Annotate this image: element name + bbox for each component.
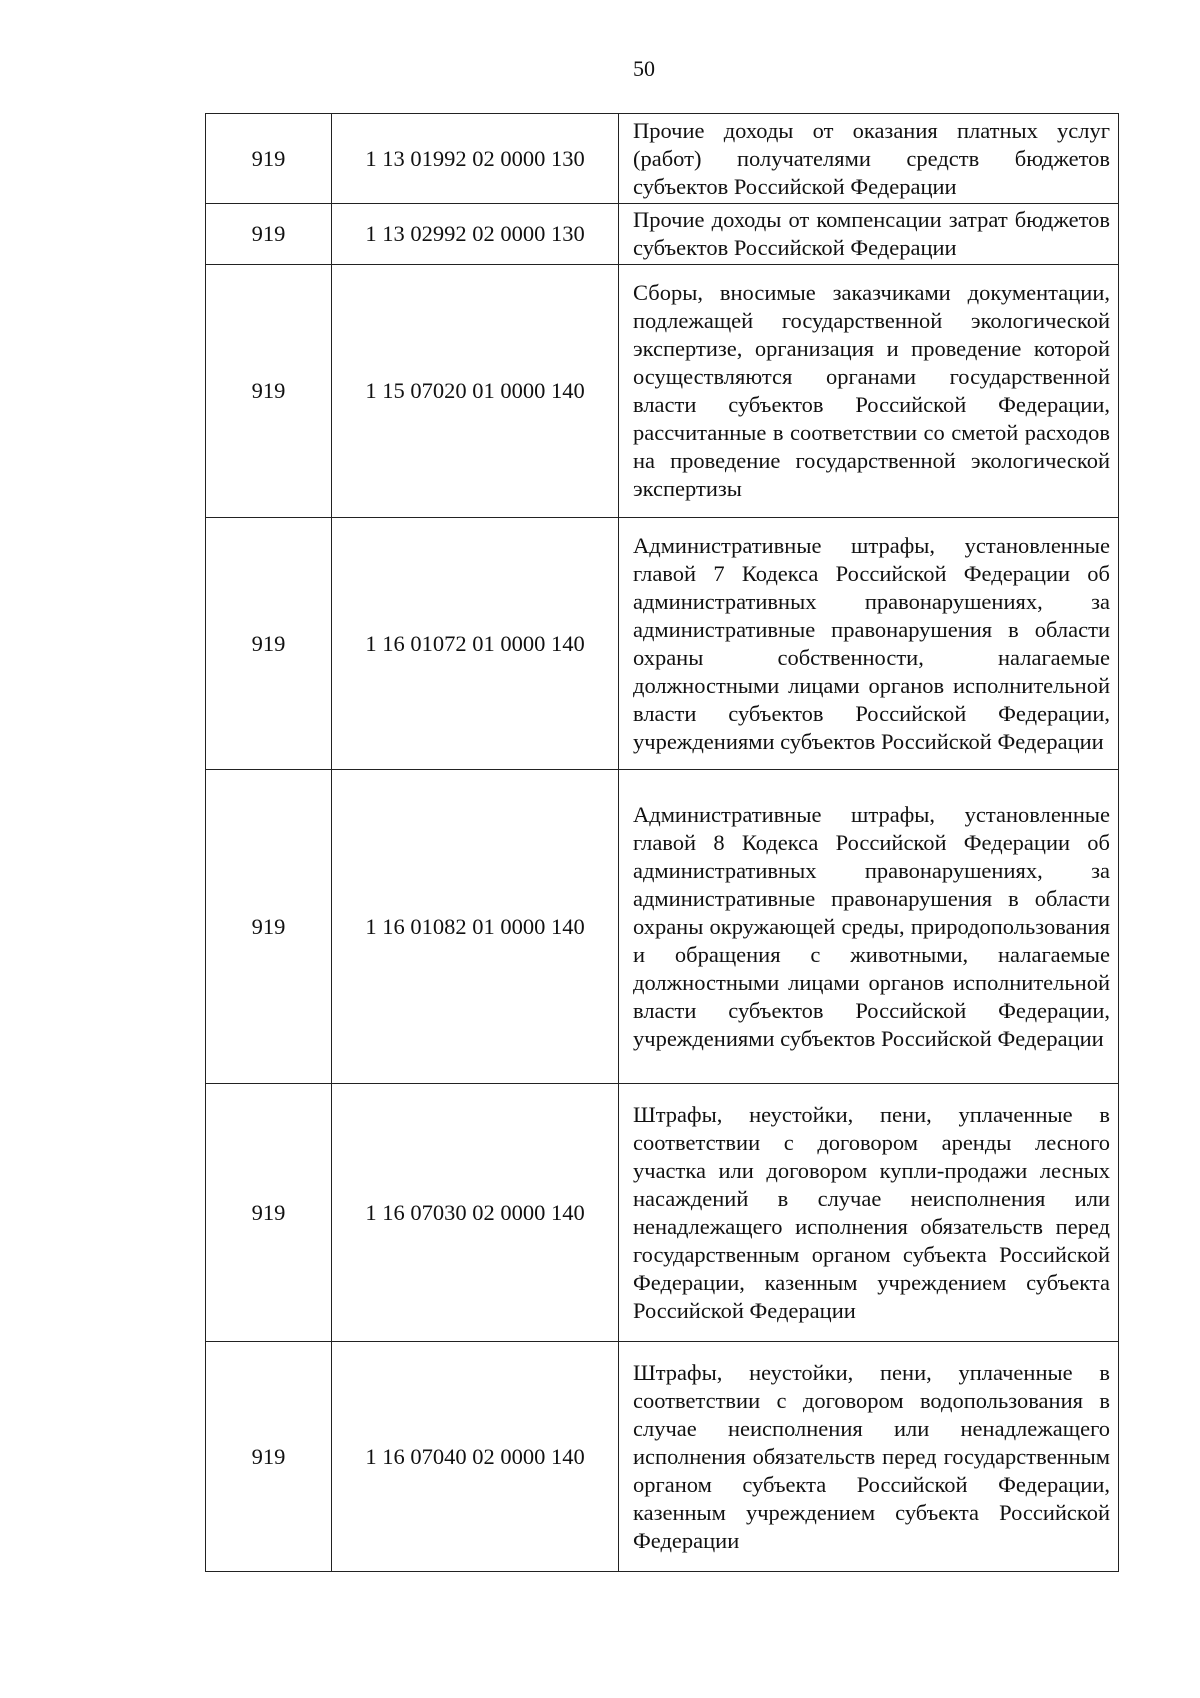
budget-classification-code-cell: 1 16 01082 01 0000 140	[332, 770, 619, 1084]
budget-classification-code-cell: 1 15 07020 01 0000 140	[332, 265, 619, 518]
budget-classification-code-cell: 1 16 01072 01 0000 140	[332, 518, 619, 770]
budget-classification-code-cell: 1 13 01992 02 0000 130	[332, 114, 619, 204]
administrator-code-cell: 919	[206, 204, 332, 265]
budget-revenue-table	[205, 113, 1119, 1572]
revenue-description-cell: Штрафы, неустойки, пени, уплаченные в соответствии с договором аренды лесного участка или договором купли-продажи лесных насаждений в случае неисполнения или ненадлежащего исполнения обязательств перед государственным органом субъекта Российской Федерации, казенным учреждением субъекта Российской Федерации	[619, 1084, 1119, 1342]
table-row	[206, 770, 1119, 1084]
administrator-code-cell: 919	[206, 770, 332, 1084]
administrator-code-cell: 919	[206, 1084, 332, 1342]
revenue-description-cell: Штрафы, неустойки, пени, уплаченные в соответствии с договором водопользования в случае неисполнения или ненадлежащего исполнения обязательств перед государственным органом субъекта Российской Федерации, казенным учреждением субъекта Российской Федерации	[619, 1342, 1119, 1572]
administrator-code-cell: 919	[206, 114, 332, 204]
table-row	[206, 114, 1119, 204]
budget-classification-code-cell: 1 13 02992 02 0000 130	[332, 204, 619, 265]
revenue-description-cell: Административные штрафы, установленные главой 8 Кодекса Российской Федерации об административных правонарушениях, за административные правонарушения в области охраны окружающей среды, природопользования и обращения с животными, налагаемые должностными лицами органов исполнительной власти субъектов Российской Федерации, учреждениями субъектов Российской Федерации	[619, 770, 1119, 1084]
revenue-description-cell: Прочие доходы от оказания платных услуг (работ) получателями средств бюджетов субъектов Российской Федерации	[619, 114, 1119, 204]
table-row	[206, 1342, 1119, 1572]
budget-classification-code-cell: 1 16 07030 02 0000 140	[332, 1084, 619, 1342]
revenue-description-cell: Административные штрафы, установленные главой 7 Кодекса Российской Федерации об административных правонарушениях, за административные правонарушения в области охраны собственности, налагаемые должностными лицами органов исполнительной власти субъектов Российской Федерации, учреждениями субъектов Российской Федерации	[619, 518, 1119, 770]
administrator-code-cell: 919	[206, 1342, 332, 1572]
table-row	[206, 1084, 1119, 1342]
page-number: 50	[633, 56, 655, 81]
administrator-code-cell: 919	[206, 265, 332, 518]
budget-classification-code-cell: 1 16 07040 02 0000 140	[332, 1342, 619, 1572]
administrator-code-cell: 919	[206, 518, 332, 770]
revenue-description-cell: Сборы, вносимые заказчиками документации, подлежащей государственной экологической экспертизе, организация и проведение которой осуществляются органами государственной власти субъектов Российской Федерации, рассчитанные в соответствии со сметой расходов на проведение государственной экологической экспертизы	[619, 265, 1119, 518]
table-row	[206, 518, 1119, 770]
table-row	[206, 265, 1119, 518]
revenue-description-cell: Прочие доходы от компенсации затрат бюджетов субъектов Российской Федерации	[619, 204, 1119, 265]
table-row	[206, 204, 1119, 265]
